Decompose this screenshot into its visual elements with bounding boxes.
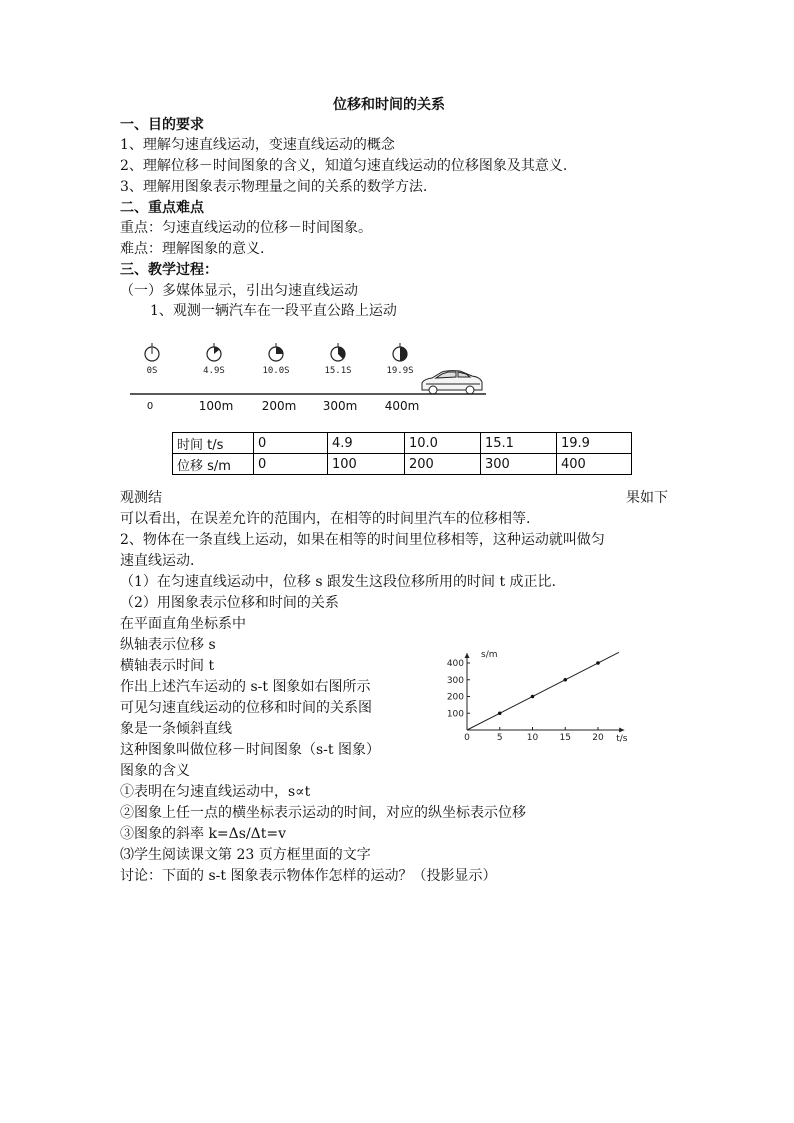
table-header-cell: 时间 t/s [173,433,254,454]
section-heading-goals: 一、目的要求 [120,117,204,133]
table-cell: 15.1 [481,433,557,454]
y-tick-label: 200 [446,692,464,703]
y-tick-label: 300 [446,675,464,686]
table-header-cell: 位移 s/m [173,454,254,475]
goal-item-2: 2、理解位移－时间图象的含义，知道匀速直线运动的位移图象及其意义. [120,158,568,174]
table-cell: 400 [557,454,632,475]
car-motion-diagram [130,338,500,418]
y-tick-label: 100 [446,709,464,720]
paragraph: ②图象上任一点的横坐标表示运动的时间，对应的纵坐标表示位移 [120,805,526,821]
process-item-1: 1、观测一辆汽车在一段平直公路上运动 [150,303,397,319]
paragraph: 作出上述汽车运动的 s-t 图象如右图所示 [120,679,371,695]
time-label: 15.1S [324,366,352,376]
x-tick-label: 15 [559,733,571,743]
paragraph: （2）用图象表示位移和时间的关系 [120,595,339,611]
data-point [596,661,600,665]
stopwatch-icon [269,343,283,361]
paragraph: 可见匀速直线运动的位移和时间的关系图 [120,700,372,716]
difficult-point: 难点：理解图象的意义. [120,241,265,257]
x-tick-label: 10 [526,733,539,743]
data-point [498,711,502,715]
table-cell: 200 [405,454,481,475]
paragraph: 图象的含义 [120,763,190,779]
stopwatch-icon [393,343,407,361]
distance-label: 300m [322,399,358,413]
process-sub-1: （一）多媒体显示，引出匀速直线运动 [120,283,358,299]
goal-item-3: 3、理解用图象表示物理量之间的关系的数学方法. [120,179,428,195]
paragraph: 横轴表示时间 t [120,658,215,674]
paragraph: 2、物体在一条直线上运动，如果在相等的时间里位移相等，这种运动就叫做匀 [120,532,605,548]
time-label: 10.0S [262,366,290,376]
table-cell: 19.9 [557,433,632,454]
section-heading-key-points: 二、重点难点 [120,200,204,216]
page-title: 位移和时间的关系 [333,97,445,113]
distance-label: 0 [146,401,154,412]
paragraph: ⑶学生阅读课文第 23 页方框里面的文字 [120,847,371,863]
table-cell: 10.0 [405,433,481,454]
series-line [467,649,619,730]
y-axis-arrow [465,653,470,658]
paragraph: 在平面直角坐标系中 [120,616,246,632]
stopwatch-icon [331,343,345,361]
observation-text-start: 观测结 [120,490,162,506]
y-tick-label: 400 [446,659,464,669]
table-row [173,433,632,454]
paragraph: ①表明在匀速直线运动中，s∝t [120,784,311,800]
table-cell: 300 [481,454,557,475]
x-axis-label: t/s [616,734,628,744]
goal-item-1: 1、理解匀速直线运动，变速直线运动的概念 [120,137,395,153]
x-tick-label: 20 [592,733,604,743]
distance-label: 100m [198,399,234,413]
st-chart [440,630,650,745]
distance-label: 400m [384,399,420,413]
paragraph: （1）在匀速直线运动中，位移 s 跟发生这段位移所用的时间 t 成正比. [120,574,556,590]
paragraph: 这种图象叫做位移－时间图象（s-t 图象） [120,742,380,758]
table-cell: 4.9 [328,433,405,454]
y-axis-label: s/m [481,649,498,660]
paragraph: 象是一条倾斜直线 [120,721,232,737]
time-label: 4.9S [203,366,225,376]
paragraph: 纵轴表示位移 s [120,637,216,653]
car-icon [422,371,482,394]
paragraph: 可以看出，在误差允许的范围内，在相等的时间里汽车的位移相等. [120,511,531,527]
section-heading-process: 三、教学过程： [120,262,218,278]
x-tick-label: 5 [496,733,503,743]
time-label: 19.9S [386,366,414,376]
data-point [531,695,535,699]
paragraph: ③图象的斜率 k=Δs/Δt=v [120,826,287,842]
x-tick-label: 0 [464,733,470,743]
table-row [173,454,632,475]
table-cell: 100 [328,454,405,475]
paragraph: 速直线运动. [120,553,195,569]
data-table [172,432,632,475]
table-cell: 0 [254,454,328,475]
paragraph: 讨论：下面的 s-t 图象表示物体作怎样的运动？（投影显示） [120,868,497,884]
key-point: 重点：匀速直线运动的位移－时间图象。 [120,220,372,236]
stopwatch-icon [207,343,221,361]
observation-text-end: 果如下 [626,490,668,506]
distance-label: 200m [261,399,297,413]
time-label: 0S [146,366,158,376]
data-point [563,678,567,682]
table-cell: 0 [254,433,328,454]
stopwatch-icon [145,343,159,361]
x-axis-arrow [619,728,624,733]
